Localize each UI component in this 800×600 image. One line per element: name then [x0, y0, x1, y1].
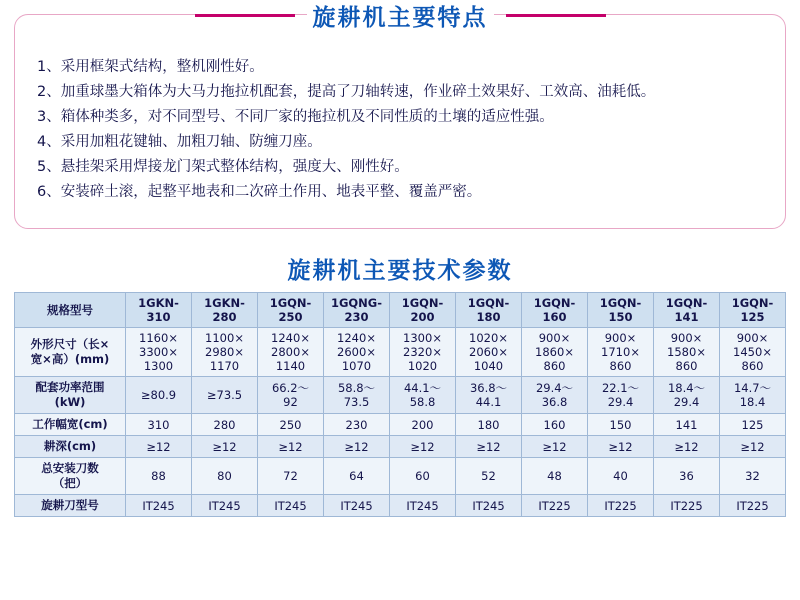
- table-cell-dimension: 1300× 2320× 1020: [390, 328, 456, 377]
- table-cell-blade-model: IT225: [522, 495, 588, 517]
- table-row: [15, 377, 786, 414]
- table-cell-blade-count: 64: [324, 458, 390, 495]
- table-cell-width: 280: [192, 414, 258, 436]
- row-label: 旋耕刀型号: [15, 495, 126, 517]
- table-cell-power: ≥73.5: [192, 377, 258, 414]
- column-header: 1GQN-160: [522, 293, 588, 328]
- table-cell-blade-model: IT245: [324, 495, 390, 517]
- table-cell-blade-model: IT225: [720, 495, 786, 517]
- table-cell-power: 66.2～ 92: [258, 377, 324, 414]
- row-label: 外形尺寸（长× 宽×高）(mm): [15, 328, 126, 377]
- table-cell-blade-count: 48: [522, 458, 588, 495]
- table-cell-depth: ≥12: [390, 436, 456, 458]
- table-cell-blade-model: IT225: [588, 495, 654, 517]
- list-item: 6、安装碎土滚，起整平地表和二次碎土作用、地表平整、覆盖严密。: [37, 184, 482, 200]
- table-cell-width: 200: [390, 414, 456, 436]
- table-cell-width: 180: [456, 414, 522, 436]
- table-row: [15, 436, 786, 458]
- table-cell-power: 29.4～ 36.8: [522, 377, 588, 414]
- table-cell-depth: ≥12: [258, 436, 324, 458]
- features-panel: [14, 5, 786, 229]
- column-header: 1GQN-141: [654, 293, 720, 328]
- table-cell-blade-model: IT245: [258, 495, 324, 517]
- list-item: 2、加重球墨大箱体为大马力拖拉机配套，提高了刀轴转速，作业碎土效果好、工效高、油耗低。: [37, 84, 656, 100]
- table-cell-dimension: 900× 1450× 860: [720, 328, 786, 377]
- table-cell-width: 160: [522, 414, 588, 436]
- table-cell-power: 14.7～ 18.4: [720, 377, 786, 414]
- row-label: 工作幅宽(cm): [15, 414, 126, 436]
- table-cell-width: 125: [720, 414, 786, 436]
- table-cell-dimension: 900× 1580× 860: [654, 328, 720, 377]
- table-cell-width: 230: [324, 414, 390, 436]
- table-row: [15, 328, 786, 377]
- table-cell-blade-model: IT245: [390, 495, 456, 517]
- table-row: [15, 458, 786, 495]
- table-cell-blade-model: IT245: [126, 495, 192, 517]
- table-cell-depth: ≥12: [192, 436, 258, 458]
- table-cell-blade-count: 52: [456, 458, 522, 495]
- table-cell-blade-model: IT245: [192, 495, 258, 517]
- table-cell-depth: ≥12: [720, 436, 786, 458]
- title-rule-right: [506, 14, 606, 17]
- list-item: 4、采用加粗花键轴、加粗刀轴、防缠刀座。: [37, 134, 322, 150]
- list-item: 5、悬挂架采用焊接龙门架式整体结构，强度大、刚性好。: [37, 159, 409, 175]
- spec-title: 旋耕机主要技术参数: [287, 258, 513, 284]
- table-cell-power: 36.8～ 44.1: [456, 377, 522, 414]
- column-header: 1GQN-150: [588, 293, 654, 328]
- table-cell-width: 150: [588, 414, 654, 436]
- row-label: 规格型号: [15, 293, 126, 328]
- spec-table: [14, 292, 786, 517]
- table-cell-dimension: 1160× 3300× 1300: [126, 328, 192, 377]
- list-item: 1、采用框架式结构，整机刚性好。: [37, 59, 264, 75]
- row-label: 总安装刀数 （把）: [15, 458, 126, 495]
- table-cell-blade-count: 72: [258, 458, 324, 495]
- table-cell-dimension: 900× 1710× 860: [588, 328, 654, 377]
- table-cell-blade-count: 60: [390, 458, 456, 495]
- table-cell-width: 250: [258, 414, 324, 436]
- table-cell-dimension: 1240× 2800× 1140: [258, 328, 324, 377]
- table-cell-depth: ≥12: [654, 436, 720, 458]
- table-cell-blade-model: IT245: [456, 495, 522, 517]
- table-cell-blade-count: 40: [588, 458, 654, 495]
- table-row-header: [15, 293, 786, 328]
- column-header: 1GKN-280: [192, 293, 258, 328]
- column-header: 1GQN-180: [456, 293, 522, 328]
- list-item: 3、箱体种类多，对不同型号、不同厂家的拖拉机及不同性质的土壤的适应性强。: [37, 109, 554, 125]
- table-cell-depth: ≥12: [126, 436, 192, 458]
- table-cell-width: 141: [654, 414, 720, 436]
- table-cell-power: 22.1～ 29.4: [588, 377, 654, 414]
- table-cell-dimension: 1240× 2600× 1070: [324, 328, 390, 377]
- table-cell-blade-model: IT225: [654, 495, 720, 517]
- table-cell-power: 44.1～ 58.8: [390, 377, 456, 414]
- row-label: 配套功率范围 (kW): [15, 377, 126, 414]
- table-cell-dimension: 1020× 2060× 1040: [456, 328, 522, 377]
- table-cell-width: 310: [126, 414, 192, 436]
- table-cell-power: ≥80.9: [126, 377, 192, 414]
- column-header: 1GQN-125: [720, 293, 786, 328]
- table-cell-depth: ≥12: [324, 436, 390, 458]
- features-list: [37, 55, 771, 205]
- table-cell-dimension: 1100× 2980× 1170: [192, 328, 258, 377]
- row-label: 耕深(cm): [15, 436, 126, 458]
- table-cell-blade-count: 80: [192, 458, 258, 495]
- table-cell-blade-count: 88: [126, 458, 192, 495]
- table-cell-power: 18.4～ 29.4: [654, 377, 720, 414]
- table-cell-blade-count: 32: [720, 458, 786, 495]
- column-header: 1GQN-250: [258, 293, 324, 328]
- table-cell-depth: ≥12: [522, 436, 588, 458]
- column-header: 1GQNG-230: [324, 293, 390, 328]
- table-cell-depth: ≥12: [456, 436, 522, 458]
- title-rule-left: [195, 14, 295, 17]
- table-cell-dimension: 900× 1860× 860: [522, 328, 588, 377]
- column-header: 1GQN-200: [390, 293, 456, 328]
- table-row: [15, 495, 786, 517]
- table-cell-power: 58.8～ 73.5: [324, 377, 390, 414]
- table-row: [15, 414, 786, 436]
- table-cell-depth: ≥12: [588, 436, 654, 458]
- table-cell-blade-count: 36: [654, 458, 720, 495]
- features-title-row: [15, 0, 785, 32]
- column-header: 1GKN-310: [126, 293, 192, 328]
- spec-table-wrapper: [14, 292, 786, 517]
- features-title: 旋耕机主要特点: [307, 0, 494, 32]
